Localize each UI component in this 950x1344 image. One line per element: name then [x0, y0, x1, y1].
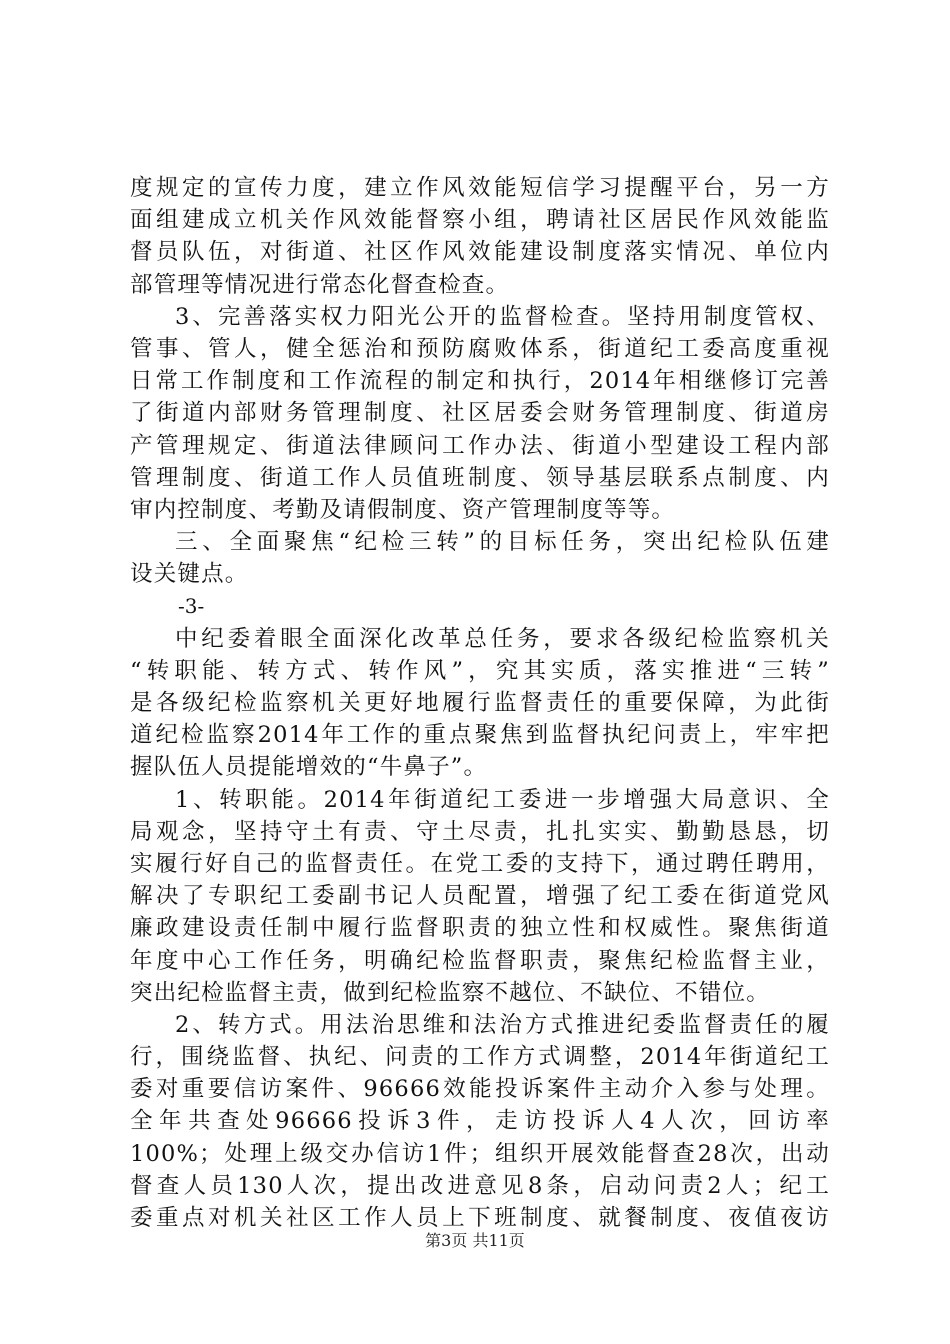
text-line: 三、全面聚焦“纪检三转”的目标任务，突出纪检队伍建: [175, 529, 830, 556]
page-indicator: 第3页 共11页: [425, 1231, 525, 1250]
text-line: 全年共查处96666投诉3件，走访投诉人4人次，回访率: [130, 1108, 830, 1135]
text-line: 解决了专职纪工委副书记人员配置，增强了纪工委在街道党风: [130, 883, 830, 910]
paragraph: [130, 172, 830, 301]
text-line: 管理制度、街道工作人员值班制度、领导基层联系点制度、内: [130, 464, 830, 491]
text-line: 督员队伍，对街道、社区作风效能建设制度落实情况、单位内: [130, 239, 830, 266]
text-line: 100%；处理上级交办信访1件；组织开展效能督查28次，出动: [130, 1140, 830, 1167]
text-line: 面组建成立机关作风效能督察小组，聘请社区居民作风效能监: [130, 207, 830, 234]
page-footer: [0, 1228, 950, 1251]
text-line: 日常工作制度和工作流程的制定和执行，2014年相继修订完善: [130, 368, 830, 395]
paragraph: [130, 623, 830, 784]
text-line: 部管理等情况进行常态化督查检查。: [130, 271, 510, 298]
text-line: 委重点对机关社区工作人员上下班制度、就餐制度、夜值夜访: [130, 1205, 830, 1231]
text-line: 局观念，坚持守土有责、守土尽责，扎扎实实、勤勤恳恳，切: [130, 818, 830, 845]
text-line: 实履行好自己的监督责任。在党工委的支持下，通过聘任聘用，: [130, 850, 830, 877]
text-line: 设关键点。: [130, 561, 249, 588]
text-line: 了街道内部财务管理制度、社区居委会财务管理制度、街道房: [130, 400, 830, 427]
document-body: [130, 172, 830, 1234]
text-line: 道纪检监察2014年工作的重点聚焦到监督执纪问责上，牢牢把: [130, 722, 830, 749]
paragraph: [130, 301, 830, 526]
text-line: 审内控制度、考勤及请假制度、资产管理制度等等。: [130, 496, 676, 523]
text-line: 是各级纪检监察机关更好地履行监督责任的重要保障，为此街: [130, 690, 830, 716]
text-line: 1、转职能。2014年街道纪工委进一步增强大局意识、全: [175, 786, 830, 813]
text-line: 廉政建设责任制中履行监督职责的独立性和权威性。聚焦街道: [130, 915, 830, 942]
text-line: 突出纪检监督主责，做到纪检监察不越位、不缺位、不错位。: [130, 979, 770, 1006]
text-line: 年度中心工作任务，明确纪检监督职责，聚焦纪检监督主业，: [130, 947, 830, 974]
text-line: 握队伍人员提能增效的“牛鼻子”。: [130, 754, 488, 781]
inline-page-number: [130, 590, 830, 622]
text-line: 3、完善落实权力阳光公开的监督检查。坚持用制度管权、: [175, 303, 830, 330]
text-line: “转职能、转方式、转作风”，究其实质，落实推进“三转”: [130, 657, 830, 684]
text-line: 督查人员130人次，提出改进意见8条，启动问责2人；纪工: [130, 1172, 830, 1199]
text-line: -3-: [178, 594, 205, 619]
text-line: 委对重要信访案件、96666效能投诉案件主动介入参与处理。: [130, 1076, 830, 1103]
text-line: 2、转方式。用法治思维和法治方式推进纪委监督责任的履: [175, 1011, 830, 1038]
text-line: 行，围绕监督、执纪、问责的工作方式调整，2014年街道纪工: [130, 1044, 830, 1071]
text-line: 度规定的宣传力度，建立作风效能短信学习提醒平台，另一方: [130, 175, 830, 201]
paragraph: [130, 784, 830, 1009]
text-line: 中纪委着眼全面深化改革总任务，要求各级纪检监察机关: [175, 625, 830, 652]
paragraph: [130, 1009, 830, 1234]
text-line: 产管理规定、街道法律顾问工作办法、街道小型建设工程内部: [130, 432, 830, 459]
text-line: 管事、管人，健全惩治和预防腐败体系，街道纪工委高度重视: [130, 335, 830, 362]
section-heading: [130, 526, 830, 590]
